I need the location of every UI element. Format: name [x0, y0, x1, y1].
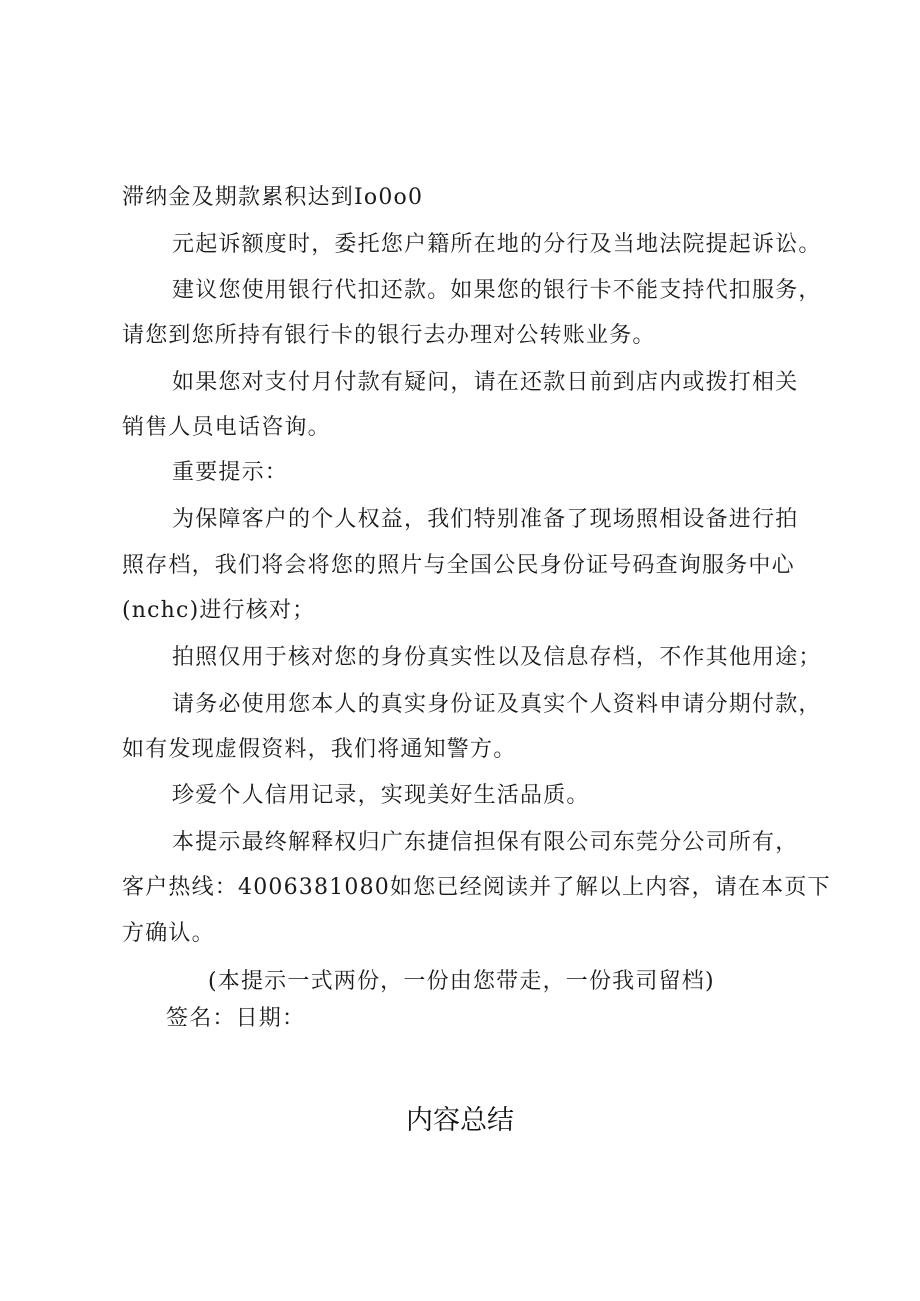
text-line: 如有发现虚假资料，我们将通知警方。	[122, 737, 517, 762]
text-line: 本提示最终解释权归广东捷信担保有限公司东莞分公司所有，	[172, 830, 799, 855]
signature-date-line: 签名：日期：	[166, 1006, 306, 1031]
text-line: 元起诉额度时，委托您户籍所在地的分行及当地法院提起诉讼。	[172, 232, 822, 257]
text-line: 请您到您所持有银行卡的银行去办理对公转账业务。	[122, 323, 656, 348]
summary-heading: 内容总结	[406, 1105, 514, 1136]
text-line: 为保障客户的个人权益，我们特别准备了现场照相设备进行拍	[172, 507, 799, 532]
copy-note: (本提示一式两份，一份由您带走，一份我司留档)	[208, 969, 715, 994]
text-line: 拍照仅用于核对您的身份真实性以及信息存档，不作其他用途；	[172, 645, 822, 670]
text-line: 照存档，我们将会将您的照片与全国公民身份证号码查询服务中心	[122, 553, 795, 578]
text-line: (nchc)进行核对；	[122, 598, 316, 623]
text-line: 销售人员电话咨询。	[122, 415, 331, 440]
text-line: 如果您对支付月付款有疑问，请在还款日前到店内或拨打相关	[172, 370, 799, 395]
text-line: 珍爱个人信用记录，实现美好生活品质。	[172, 783, 590, 808]
text-line: 请务必使用您本人的真实身份证及真实个人资料申请分期付款，	[172, 692, 822, 717]
text-line: 方确认。	[122, 921, 215, 946]
text-line: 滞纳金及期款累积达到Io0o0	[122, 185, 424, 210]
text-line: 建议您使用银行代扣还款。如果您的银行卡不能支持代扣服务，	[172, 278, 822, 303]
text-line: 重要提示：	[172, 460, 289, 485]
text-line: 客户热线：4006381080如您已经阅读并了解以上内容，请在本页下	[122, 875, 831, 900]
